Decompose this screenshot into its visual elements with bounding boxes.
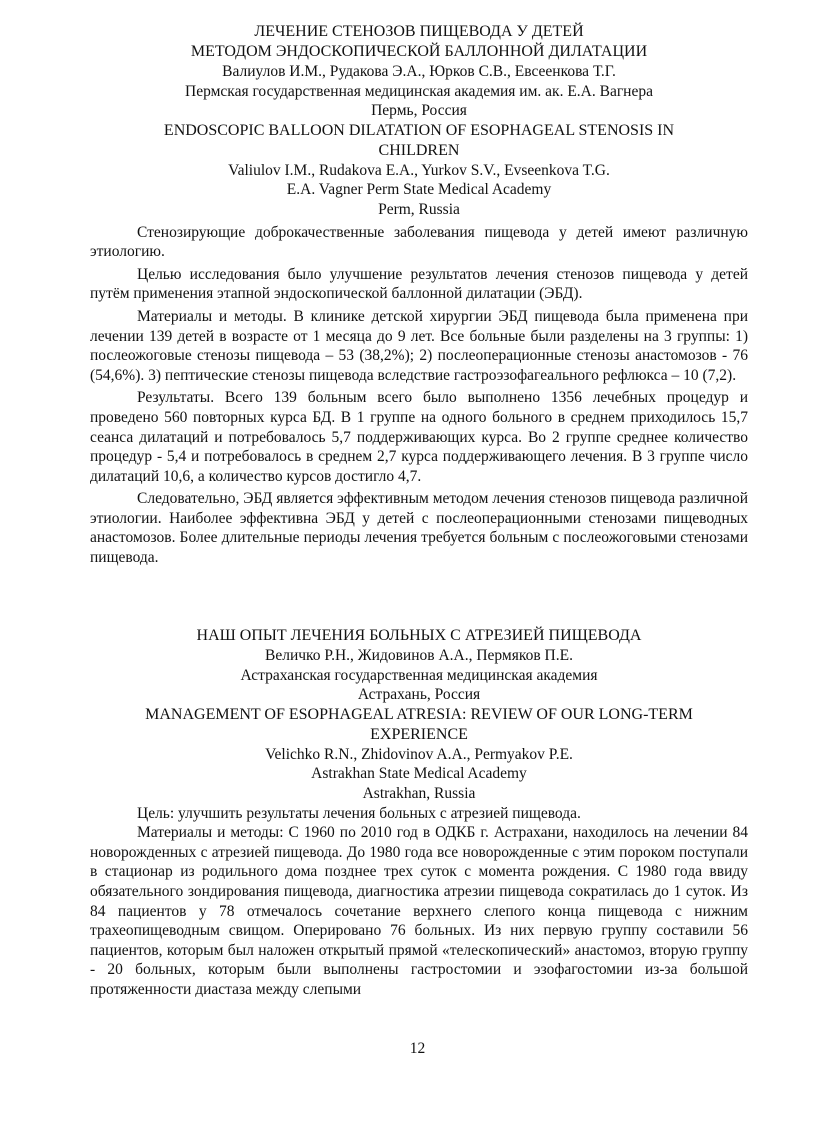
page-number: 12: [409, 1040, 426, 1057]
title-en-line-2: CHILDREN: [378, 141, 460, 159]
paragraph-intro: Стенозирующие доброкачественные заболевания пищевода у детей имеют различную этиологию.: [90, 223, 748, 261]
authors-ru: Величко Р.Н., Жидовинов А.А., Пермяков П.Е.: [265, 647, 573, 664]
authors-en: Velichko R.N., Zhidovinov A.A., Permyakov P.E.: [265, 745, 573, 763]
affiliation-ru: Пермская государственная медицинская академия им. ак. Е.А. Вагнера: [185, 82, 653, 100]
city-en: Perm, Russia: [378, 200, 460, 218]
paragraph-results: Результаты. Всего 139 больным всего было выполнено 1356 лечебных процедур и проведено 560 повторных курса БД. В 1 группе на одного больного в среднем приходилось 15,7 сеанса дилатаций и потребовалось 5,7 поддерживающих курса. Во 2 группе среднее количество процедур - 5,4 и потребовалось в среднем 2,7 курса поддерживающего лечения. В 3 группе число дилатаций 10,6, а количество курсов достигло 4,7.: [90, 389, 748, 485]
authors-en: Valiulov I.M., Rudakova E.A., Yurkov S.V., Evseenkova T.G.: [228, 161, 610, 179]
abstract-esophageal-atresia: [90, 626, 748, 1000]
title-en-line-1: ENDOSCOPIC BALLOON DILATATION OF ESOPHAGEAL STENOSIS IN: [163, 121, 675, 139]
title-ru-line-2: МЕТОДОМ ЭНДОСКОПИЧЕСКОЙ БАЛЛОННОЙ ДИЛАТАЦИИ: [190, 43, 648, 60]
city-ru: Пермь, Россия: [371, 102, 467, 120]
paragraph-aim: Целью исследования было улучшение результатов лечения стенозов пищевода у детей путём применения этапной эндоскопической баллонной дилатации (ЭБД).: [90, 265, 748, 303]
paragraph-methods: Материалы и методы. В клинике детской хирургии ЭБД пищевода была применена при лечении 139 детей в возрасте от 1 месяца до 9 лет. Все больные были разделены на 3 группы: 1) послеожоговые стенозы пищевода – 53 (38,2%); 2) послеоперационные стенозы анастомозов - 76 (54,6%). 3) пептические стенозы пищевода вследствие гастроэзофагеального рефлюкса – 10 (7,2).: [90, 307, 748, 384]
title-en-line-1: MANAGEMENT OF ESOPHAGEAL ATRESIA: REVIEW OF OUR LONG-TERM: [145, 705, 693, 723]
abstract-esophageal-stenosis: [90, 22, 748, 568]
authors-ru: Валиулов И.М., Рудакова Э.А., Юрков С.В., Евсеенкова Т.Г.: [222, 63, 616, 80]
affiliation-en: Astrakhan State Medical Academy: [311, 765, 527, 783]
title-ru: НАШ ОПЫТ ЛЕЧЕНИЯ БОЛЬНЫХ С АТРЕЗИЕЙ ПИЩЕВОДА: [196, 627, 642, 644]
paragraph-methods: Материалы и методы: С 1960 по 2010 год в ОДКБ г. Астрахани, находилось на лечении 84 новорожденных с атрезией пищевода. До 1980 года все новорожденные с этим пороком поступали в стационар из родильного дома позднее трех суток с момента рождения. С 1980 года ввиду обязательного зондирования пищевода, диагностика атрезии пищевода сократилась до 1 суток. Из 84 пациентов у 78 отмечалось сочетание верхнего слепого конца пищевода с нижним трахеопищеводным свищом. Оперировано 76 больных. Из них первую группу составили 56 пациентов, которым был наложен открытый прямой «телескопический» анастомоз, вторую группу - 20 больных, которым были выполнены гастростомии и эзофагостомии из-за большой протяженности диастаза между слепыми: [90, 824, 748, 998]
title-ru-line-1: ЛЕЧЕНИЕ СТЕНОЗОВ ПИЩЕВОДА У ДЕТЕЙ: [254, 23, 584, 40]
affiliation-ru: Астраханская государственная медицинская академия: [240, 666, 598, 684]
paragraph-aim: Цель: улучшить результаты лечения больных с атрезией пищевода.: [137, 804, 581, 822]
paragraph-conclusion: Следовательно, ЭБД является эффективным методом лечения стенозов пищевода различной этиологии. Наиболее эффективна ЭБД у детей с послеоперационными стенозами пищеводных анастомозов. Более длительные периоды лечения требуется больным с послеожоговыми стенозами пищевода.: [90, 490, 748, 567]
affiliation-en: E.A. Vagner Perm State Medical Academy: [286, 181, 552, 199]
city-en: Astrakhan, Russia: [362, 784, 476, 802]
city-ru: Астрахань, Россия: [357, 686, 481, 704]
title-en-line-2: EXPERIENCE: [370, 725, 468, 743]
